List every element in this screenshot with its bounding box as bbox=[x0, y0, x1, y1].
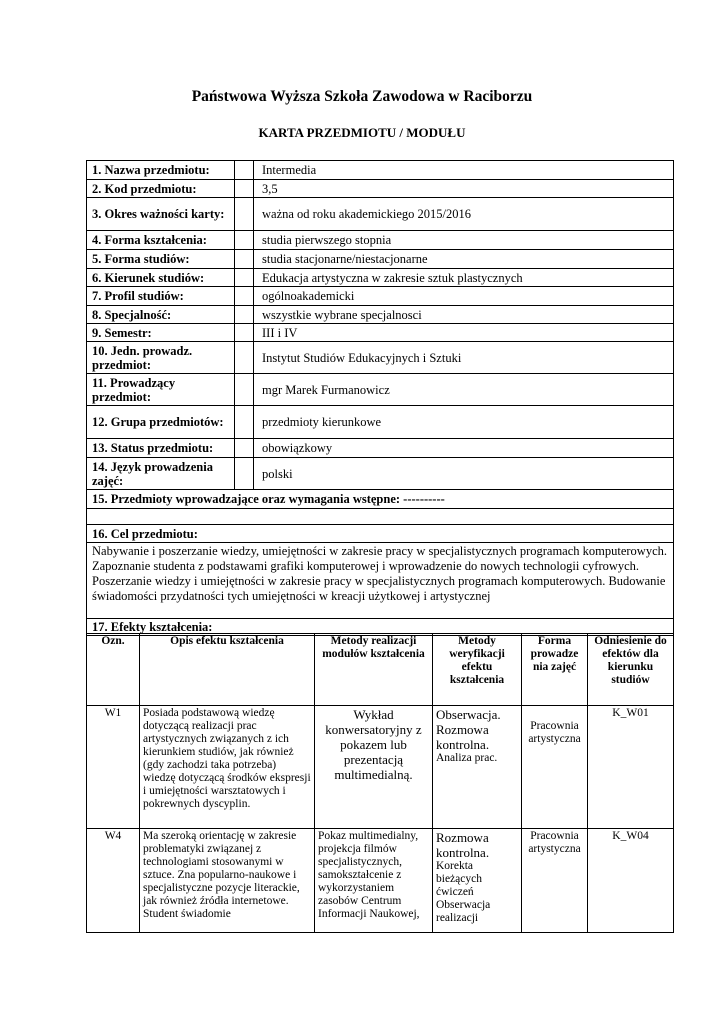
learning-outcomes-heading: 17. Efekty kształcenia: bbox=[87, 619, 674, 636]
course-goal-heading: 16. Cel przedmiotu: bbox=[87, 525, 674, 543]
outcome-code: W1 bbox=[87, 706, 140, 829]
field-value: polski bbox=[254, 458, 674, 490]
course-info-table bbox=[86, 160, 674, 636]
field-label: 5. Forma studiów: bbox=[87, 250, 235, 269]
outcome-reference: K_W01 bbox=[588, 706, 674, 829]
field-label: 13. Status przedmiotu: bbox=[87, 439, 235, 458]
field-spacer bbox=[235, 342, 254, 374]
field-value: 3,5 bbox=[254, 180, 674, 198]
field-value: ważna od roku akademickiego 2015/2016 bbox=[254, 198, 674, 231]
field-row bbox=[87, 269, 674, 287]
field-row bbox=[87, 406, 674, 439]
field-value: III i IV bbox=[254, 324, 674, 342]
field-value: Edukacja artystyczna w zakresie sztuk plastycznych bbox=[254, 269, 674, 287]
outcome-description: Ma szeroką orientację w zakresie problematyki związanej z technologiami stosowanymi w sztuce. Zna popularno-naukowe i specjalistyczne pozycje literackie, jak również źródła internetowe. Student świadomie bbox=[140, 829, 315, 933]
field-label: 7. Profil studiów: bbox=[87, 287, 235, 306]
field-label: 8. Specjalność: bbox=[87, 306, 235, 324]
field-value: mgr Marek Furmanowicz bbox=[254, 374, 674, 406]
field-spacer bbox=[235, 374, 254, 406]
field-value: wszystkie wybrane specjalnosci bbox=[254, 306, 674, 324]
field-value: studia pierwszego stopnia bbox=[254, 231, 674, 250]
outcome-form: Pracownia artystyczna bbox=[522, 706, 588, 829]
column-header-form: Forma prowadze nia zajęć bbox=[522, 634, 588, 706]
empty-cell bbox=[87, 509, 674, 525]
outcome-row bbox=[87, 829, 674, 933]
field-spacer bbox=[235, 269, 254, 287]
column-header-methods: Metody realizacji modułów kształcenia bbox=[315, 634, 433, 706]
field-label: 10. Jedn. prowadz. przedmiot: bbox=[87, 342, 235, 374]
card-title: KARTA PRZEDMIOTU / MODUŁU bbox=[258, 125, 466, 140]
verification-main: Obserwacja. Rozmowa kontrolna. bbox=[436, 707, 501, 752]
field-row bbox=[87, 198, 674, 231]
field-row bbox=[87, 180, 674, 198]
field-row bbox=[87, 161, 674, 180]
column-header-code: Ozn. bbox=[87, 634, 140, 706]
field-spacer bbox=[235, 439, 254, 458]
outcome-verification bbox=[433, 706, 522, 829]
field-spacer bbox=[235, 306, 254, 324]
institution-title: Państwowa Wyższa Szkoła Zawodowa w Raciborzu bbox=[191, 88, 533, 105]
field-row bbox=[87, 458, 674, 490]
section-16-row bbox=[87, 525, 674, 543]
field-label: 11. Prowadzący przedmiot: bbox=[87, 374, 235, 406]
field-label: 4. Forma kształcenia: bbox=[87, 231, 235, 250]
field-label: 1. Nazwa przedmiotu: bbox=[87, 161, 235, 180]
field-label: 6. Kierunek studiów: bbox=[87, 269, 235, 287]
field-row bbox=[87, 287, 674, 306]
verification-extra: Analiza prac. bbox=[436, 752, 498, 764]
verification-main: Rozmowa kontrolna. bbox=[436, 830, 490, 860]
field-value: przedmioty kierunkowe bbox=[254, 406, 674, 439]
outcome-code: W4 bbox=[87, 829, 140, 933]
field-row bbox=[87, 439, 674, 458]
field-label: 2. Kod przedmiotu: bbox=[87, 180, 235, 198]
field-spacer bbox=[235, 180, 254, 198]
field-row bbox=[87, 231, 674, 250]
field-spacer bbox=[235, 198, 254, 231]
outcome-form: Pracownia artystyczna bbox=[522, 829, 588, 933]
field-label: 12. Grupa przedmiotów: bbox=[87, 406, 235, 439]
section-15-row bbox=[87, 490, 674, 509]
field-label: 3. Okres ważności karty: bbox=[87, 198, 235, 231]
field-value: ogólnoakademicki bbox=[254, 287, 674, 306]
field-spacer bbox=[235, 250, 254, 269]
field-spacer bbox=[235, 287, 254, 306]
goal-text-row bbox=[87, 543, 674, 619]
outcome-methods: Pokaz multimedialny, projekcja filmów specjalistycznych, samokształcenie z wykorzystaniem zasobów Centrum Informacji Naukowej, bbox=[315, 829, 433, 933]
outcome-verification bbox=[433, 829, 522, 933]
column-header-verification: Metody weryfikacji efektu kształcenia bbox=[433, 634, 522, 706]
outcome-methods: Wykład konwersatoryjny z pokazem lub prezentacją multimedialną. bbox=[315, 706, 433, 829]
verification-extra: Korekta bieżących ćwiczeń Obserwacja realizacji bbox=[436, 860, 491, 924]
learning-outcomes-table bbox=[86, 633, 674, 933]
column-header-reference: Odniesienie do efektów dla kierunku studiów bbox=[588, 634, 674, 706]
field-spacer bbox=[235, 231, 254, 250]
course-goal-text: Nabywanie i poszerzanie wiedzy, umiejętności w zakresie pracy w specjalistycznych programach komputerowych. Zapoznanie studenta z podstawami grafiki komputerowej i wprowadzenie do nowych technologii cyfrowych. Poszerzanie wiedzy i umiejętności w zakresie pracy w specjalistycznych programach komputerowych. Budowanie świadomości przydatności tych umiejętności w kreacji użytkowej i artystycznej bbox=[87, 543, 674, 619]
empty-row bbox=[87, 509, 674, 525]
outcome-reference: K_W04 bbox=[588, 829, 674, 933]
field-value: Intermedia bbox=[254, 161, 674, 180]
field-spacer bbox=[235, 458, 254, 490]
field-value: obowiązkowy bbox=[254, 439, 674, 458]
field-row bbox=[87, 324, 674, 342]
field-row bbox=[87, 342, 674, 374]
outcome-description: Posiada podstawową wiedzę dotyczącą realizacji prac artystycznych związanych z ich kierunkiem studiów, jak również (gdy zachodzi taka potrzeba) wiedzę dotyczącą środków ekspresji i umiejętności warsztatowych i pokrewnych dyscyplin. bbox=[140, 706, 315, 829]
field-value: Instytut Studiów Edukacyjnych i Sztuki bbox=[254, 342, 674, 374]
field-value: studia stacjonarne/niestacjonarne bbox=[254, 250, 674, 269]
column-header-description: Opis efektu kształcenia bbox=[140, 634, 315, 706]
field-spacer bbox=[235, 324, 254, 342]
field-row bbox=[87, 374, 674, 406]
field-spacer bbox=[235, 161, 254, 180]
field-label: 9. Semestr: bbox=[87, 324, 235, 342]
outcome-row bbox=[87, 706, 674, 829]
field-row bbox=[87, 250, 674, 269]
outcomes-header-row bbox=[87, 634, 674, 706]
field-label: 14. Język prowadzenia zajęć: bbox=[87, 458, 235, 490]
field-spacer bbox=[235, 406, 254, 439]
field-row bbox=[87, 306, 674, 324]
prerequisites-heading: 15. Przedmioty wprowadzające oraz wymagania wstępne: ---------- bbox=[87, 490, 674, 509]
